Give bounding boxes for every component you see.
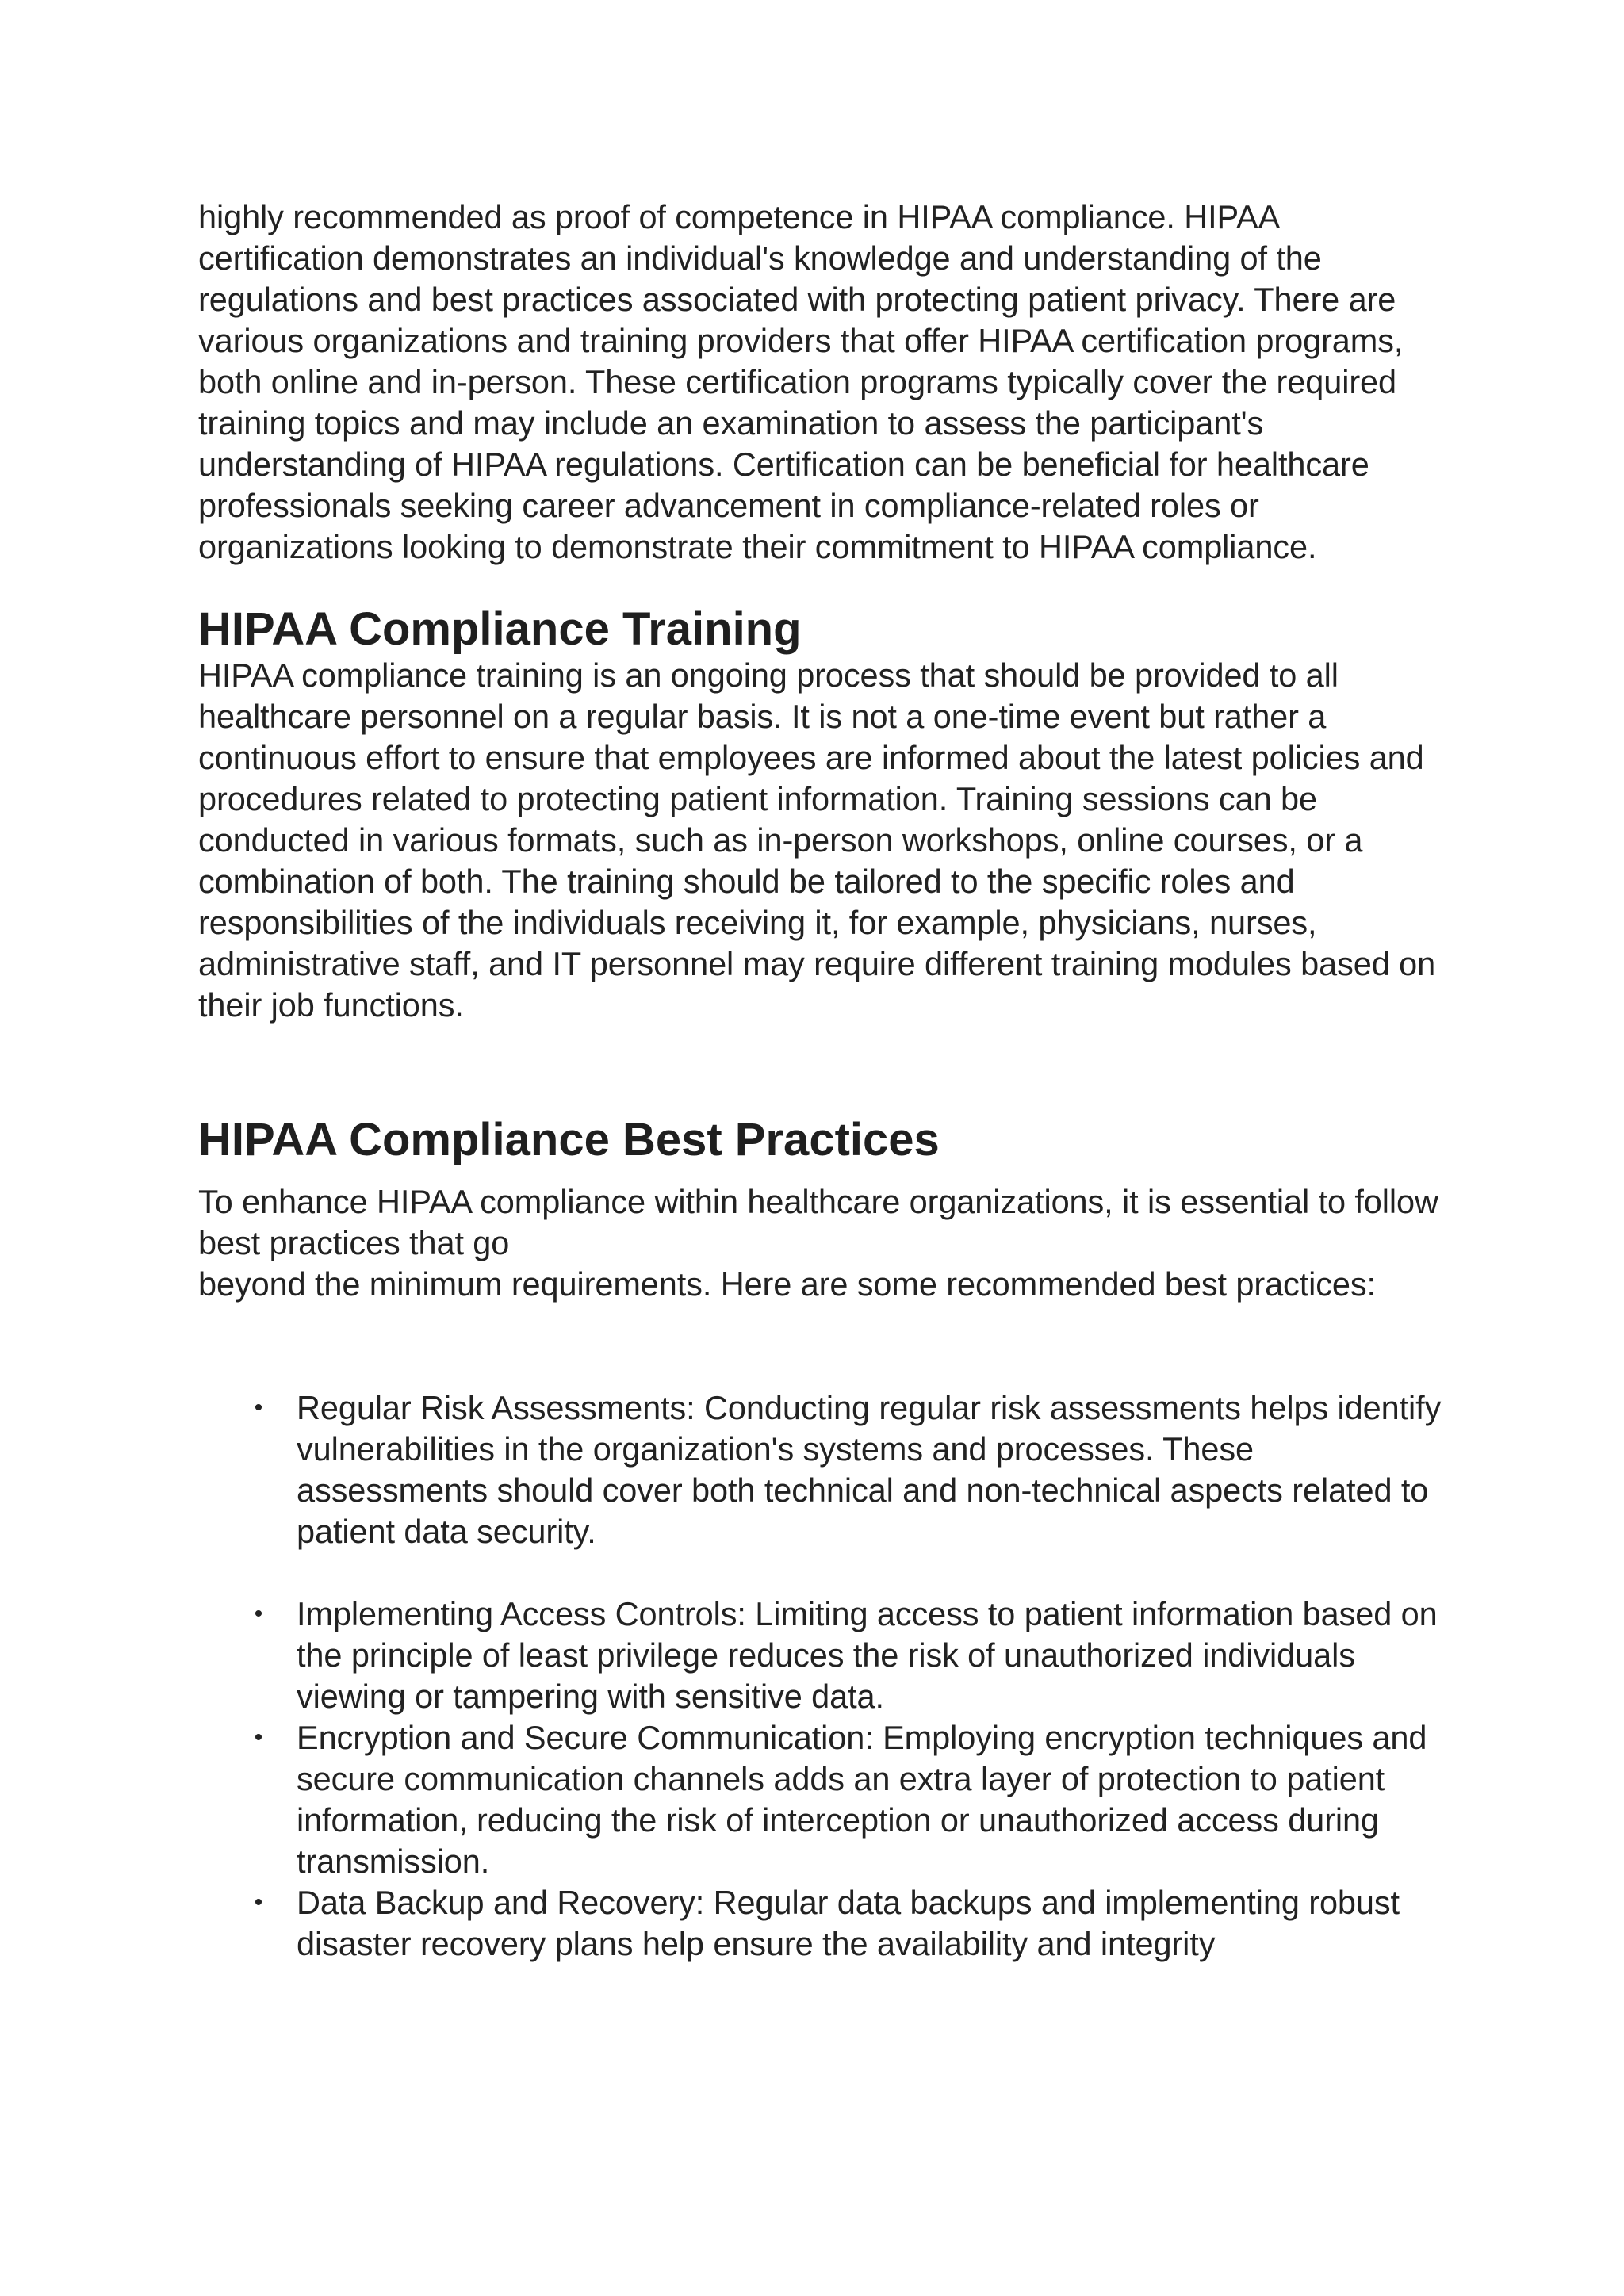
bullet-icon: • [254,1395,263,1421]
best-practices-intro [198,1181,1443,1305]
training-paragraph: HIPAA compliance training is an ongoing process that should be provided to all healthcare personnel on a regular basis. It is not a one-time event but rather a continuous effort to ensure that employees are informed about the latest policies and procedures related to protecting patient information. Training sessions can be conducted in various formats, such as in-person workshops, online courses, or a combination of both. The training should be tailored to the specific roles and responsibilities of the individuals receiving it, for example, physicians, nurses, administrative staff, and IT personnel may require different training modules based on their job functions. [198,656,1436,1024]
bullet-icon: • [254,1724,263,1751]
list-item [198,1882,1443,1965]
bullet-icon: • [254,1601,263,1627]
bullet-icon: • [254,1889,263,1915]
best-practices-list [198,1387,1443,1965]
best-practices-intro-line-1: To enhance HIPAA compliance within healthcare organizations, it is essential to follow best practices that go [198,1183,1438,1261]
list-item [198,1387,1443,1552]
list-item-text: Encryption and Secure Communication: Employing encryption techniques and secure communication channels adds an extra layer of protection to patient information, reducing the risk of interception or unauthorized access during transmission. [297,1719,1427,1880]
list-item-text: Regular Risk Assessments: Conducting regular risk assessments helps identify vulnerabilities in the organization's systems and processes. These assessments should cover both technical and non-technical aspects related to patient data security. [297,1389,1442,1550]
best-practices-intro-line-2: beyond the minimum requirements. Here are some recommended best practices: [198,1265,1376,1303]
document-page [198,197,1443,1965]
list-item-text: Implementing Access Controls: Limiting access to patient information based on the principle of least privilege reduces the risk of unauthorized individuals viewing or tampering with sensitive data. [297,1595,1438,1715]
list-item [198,1594,1443,1717]
list-item-text: Data Backup and Recovery: Regular data backups and implementing robust disaster recovery plans help ensure the availability and integrity [297,1884,1400,1962]
list-item [198,1717,1443,1882]
intro-paragraph: highly recommended as proof of competence in HIPAA compliance. HIPAA certification demonstrates an individual's knowledge and understanding of the regulations and best practices associated with protecting patient privacy. There are various organizations and training providers that offer HIPAA certification programs, both online and in-person. These certification programs typically cover the required training topics and may include an examination to assess the participant's understanding of HIPAA regulations. Certification can be beneficial for healthcare professionals seeking career advancement in compliance-related roles or organizations looking to demonstrate their commitment to HIPAA compliance. [198,198,1404,565]
best-practices-heading: HIPAA Compliance Best Practices [198,1114,940,1165]
training-heading: HIPAA Compliance Training [198,603,802,655]
